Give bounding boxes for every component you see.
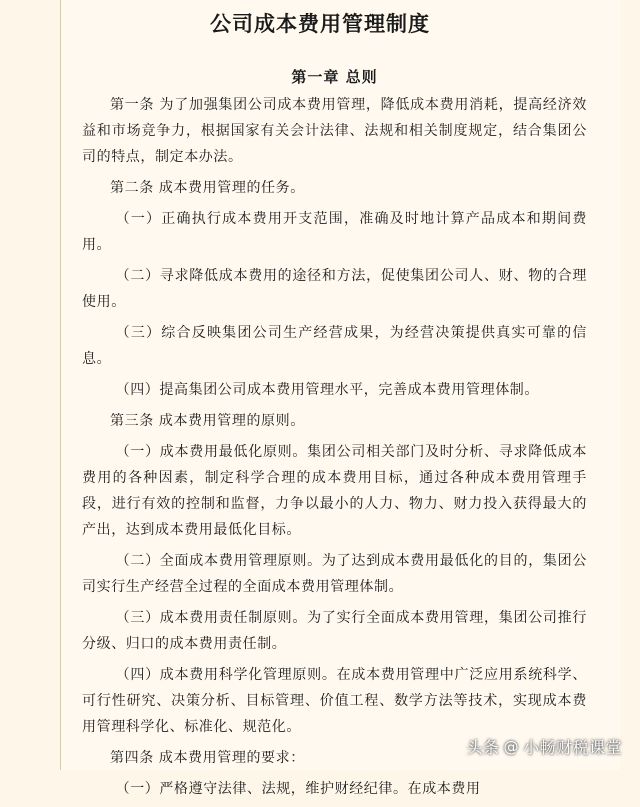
watermark [466,735,622,758]
paragraph-item: （一）正确执行成本费用开支范围，准确及时地计算产品成本和期间费用。 [82,211,587,253]
paragraph-article-4: 第四条 成本费用管理的要求： [110,750,305,766]
paragraph-article-3: 第三条 成本费用管理的原则。 [110,413,305,429]
paragraph-article-2: 第二条 成本费用管理的任务。 [110,180,305,196]
watermark-prefix: 头条 [466,738,500,757]
at-icon: @ [503,737,519,756]
paragraph-item: （二）寻求降低成本费用的途径和方法，促使集团公司人、财、物的合理使用。 [82,268,587,310]
document-title: 公司成本费用管理制度 [210,12,430,36]
paragraph-item: （四）成本费用科学化管理原则。在成本费用管理中广泛应用系统科学、可行性研究、决策分析、目标管理、价值工程、数学方法等技术，实现成本费用管理科学化、标准化、规范化。 [82,667,587,735]
paragraph-item: （三）成本费用责任制原则。为了实行全面成本费用管理，集团公司推行分级、归口的成本费用责任制。 [82,610,587,652]
paragraph-item: （一）成本费用最低化原则。集团公司相关部门及时分析、寻求降低成本费用的各种因素，制定科学合理的成本费用目标，通过各种成本费用管理手段，进行有效的控制和监督，力争以最小的人力、物力、财力投入获得最大的产出，达到成本费用最低化目标。 [82,444,587,538]
paragraph-item: （一）严格遵守法律、法规，维护财经纪律。在成本费用 [115,781,481,797]
watermark-name: 小畅财税课堂 [522,738,622,757]
chapter-heading: 第一章 总则 [291,68,378,86]
document-body [82,62,587,807]
paragraph-item: （三）综合反映集团公司生产经营成果，为经营决策提供真实可靠的信息。 [82,325,587,367]
paragraph-article-1: 第一条 为了加强集团公司成本费用管理，降低成本费用消耗，提高经济效益和市场竞争力，根据国家有关会计法律、法规和相关制度规定，结合集团公司的特点，制定本办法。 [82,97,587,165]
paragraph-item: （二）全面成本费用管理原则。为了达到成本费用最低化的目的，集团公司实行生产经营全过程的全面成本费用管理体制。 [82,553,587,595]
paragraph-item: （四）提高集团公司成本费用管理水平，完善成本费用管理体制。 [115,382,539,398]
